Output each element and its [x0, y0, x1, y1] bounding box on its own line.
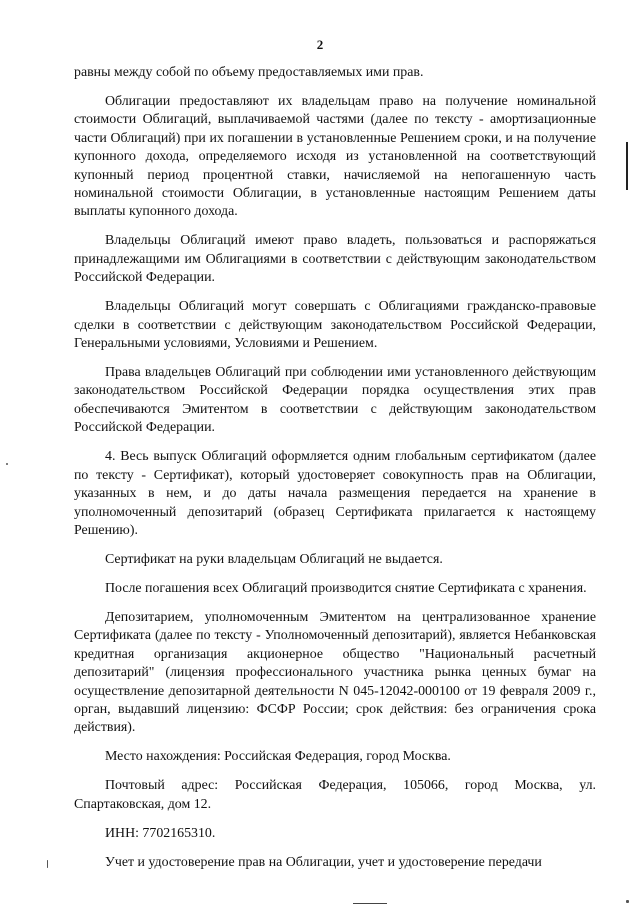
- margin-bar-mark: [626, 142, 628, 190]
- scan-dot: [47, 860, 48, 868]
- paragraph-inn: ИНН: 7702165310.: [105, 825, 216, 841]
- scan-dot: [6, 463, 8, 465]
- paragraph-certificate-removal: После погашения всех Облигаций производится снятие Сертификата с хранения.: [105, 580, 587, 596]
- paragraph-civil-transactions: Владельцы Облигаций могут совершать с Облигациями гражданско-правовые сделки в соответствии с действующим законодательством Российской Федерации, Генеральными условиями, Условиями и Решением.: [74, 299, 596, 352]
- paragraph-accounting: Учет и удостоверение прав на Облигации, учет и удостоверение передачи: [105, 854, 542, 870]
- paragraph-depositary: Депозитарием, уполномоченным Эмитентом на централизованное хранение Сертификата (далее по тексту - Уполномоченный депозитарий), является Небанковская кредитная организация акционерное общество "Национальный расчетный депозитарий" (лицензия профессионального участника рынка ценных бумаг на осуществление депозитарной деятельности N 045-12042-000100 от 19 февраля 2009 г., орган, выдавший лицензию: ФСФР России; срок действия: без ограничения срока действия).: [74, 609, 596, 736]
- paragraph-location: Место нахождения: Российская Федерация, город Москва.: [105, 749, 451, 765]
- page-number: 2: [316, 37, 324, 52]
- scan-dash: [353, 903, 387, 904]
- scan-dot: [626, 900, 629, 903]
- paragraph-certificate-not-issued: Сертификат на руки владельцам Облигаций не выдается.: [105, 551, 443, 567]
- paragraph-continuation: равны между собой по объему предоставляемых ими прав.: [74, 65, 424, 80]
- paragraph-postal-address: Почтовый адрес: Российская Федерация, 105066, город Москва, ул. Спартаковская, дом 12.: [74, 778, 596, 812]
- paragraph-rights-enforcement: Права владельцев Облигаций при соблюдении ими установленного действующим законодательством Российской Федерации порядка осуществления этих прав обеспечиваются Эмитентом в соответствии с действующим законодательством Российской Федерации.: [74, 365, 596, 436]
- paragraph-bond-rights: Облигации предоставляют их владельцам право на получение номинальной стоимости Облигаций, выплачиваемой частями (далее по тексту - амортизационные части Облигаций) при их погашении в установленные Решением сроки, и на получение купонного дохода, определяемого исходя из установленной на соответствующий купонный период процентной ставки, начисляемой на непогашенную часть номинальной стоимости Облигации, в установленные настоящим Решением даты выплаты купонного дохода.: [74, 94, 596, 220]
- paragraph-owner-rights: Владельцы Облигаций имеют право владеть, пользоваться и распоряжаться принадлежащими им Облигациями в соответствии с действующим законодательством Российской Федерации.: [74, 233, 596, 286]
- document-body: [74, 64, 596, 872]
- paragraph-global-certificate: 4. Весь выпуск Облигаций оформляется одним глобальным сертификатом (далее по тексту - Сертификат), который удостоверяет совокупность прав на Облигации, указанных в нем, и до даты начала размещения передается на хранение в уполномоченный депозитарий (образец Сертификата прилагается к настоящему Решению).: [74, 449, 596, 538]
